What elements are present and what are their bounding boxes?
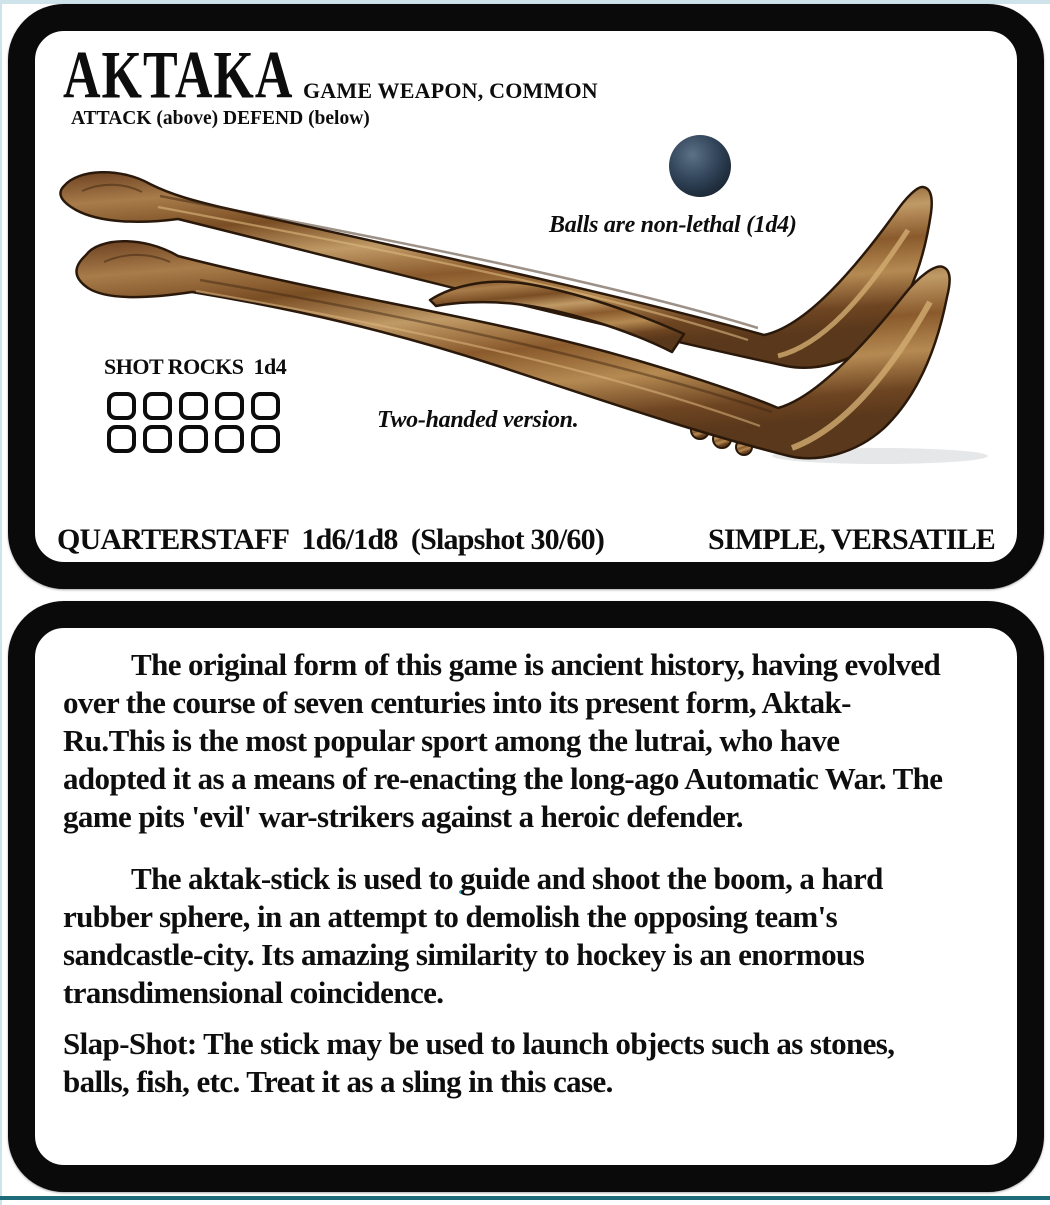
- lore-paragraph-1: The original form of this game is ancient history, having evolved over the course of seven centuries into its present form, Aktak-Ru.This is the most popular sport among the lutrai, who have adopted it as a means of re-enacting the long-ago Automatic War. The game pits 'evil' war-strikers against a heroic defender.: [63, 647, 943, 834]
- shot-rock-checkbox: [215, 392, 244, 420]
- shot-rock-checkbox: [215, 425, 244, 453]
- ball-caption: Balls are non-lethal (1d4): [549, 212, 797, 238]
- shot-rock-checkbox: [179, 425, 208, 453]
- stats-line: [57, 523, 995, 556]
- shot-rock-checkbox: [143, 425, 172, 453]
- shot-rock-checkbox: [251, 392, 280, 420]
- game-ball: [669, 135, 731, 197]
- weapon-card-front: [8, 4, 1044, 589]
- attack-defend-line: ATTACK (above) DEFEND (below): [71, 108, 370, 129]
- shot-rock-checkbox: [143, 392, 172, 420]
- lore-paragraph-2: The aktak-stick is used to guide and shoot the boom, a hard rubber sphere, in an attempt to demolish the opposing team's sandcastle-city. Its amazing similarity to hockey is an enormous transdimensional coincidence.: [63, 861, 883, 1010]
- shot-rock-checkbox: [251, 425, 280, 453]
- page-left-border: [0, 0, 2, 1205]
- shot-rock-checkbox: [179, 392, 208, 420]
- shot-rock-checkbox: [107, 425, 136, 453]
- slap-shot-rest: : The stick may be used to launch objects such as stones, balls, fish, etc. Treat it as a sling in this case.: [63, 1026, 895, 1099]
- weapon-card-back: [8, 601, 1044, 1192]
- card-type-line: GAME WEAPON, COMMON: [303, 78, 598, 103]
- shot-rocks-label: SHOT ROCKS 1d4: [104, 354, 287, 379]
- page-bottom-rule: [0, 1196, 1050, 1200]
- weapon-properties: SIMPLE, VERSATILE: [707, 523, 995, 556]
- shot-rocks-checkbox-grid: [107, 392, 280, 453]
- shot-rock-checkbox: [107, 392, 136, 420]
- card-title: AKTAKA: [63, 39, 294, 114]
- rules-text: [63, 646, 945, 1101]
- slap-shot-lead: Slap-Shot: [63, 1026, 187, 1061]
- weapon-stats: QUARTERSTAFF 1d6/1d8 (Slapshot 30/60): [57, 523, 605, 556]
- two-handed-caption: Two-handed version.: [377, 407, 579, 433]
- slap-shot-paragraph: [63, 1025, 945, 1101]
